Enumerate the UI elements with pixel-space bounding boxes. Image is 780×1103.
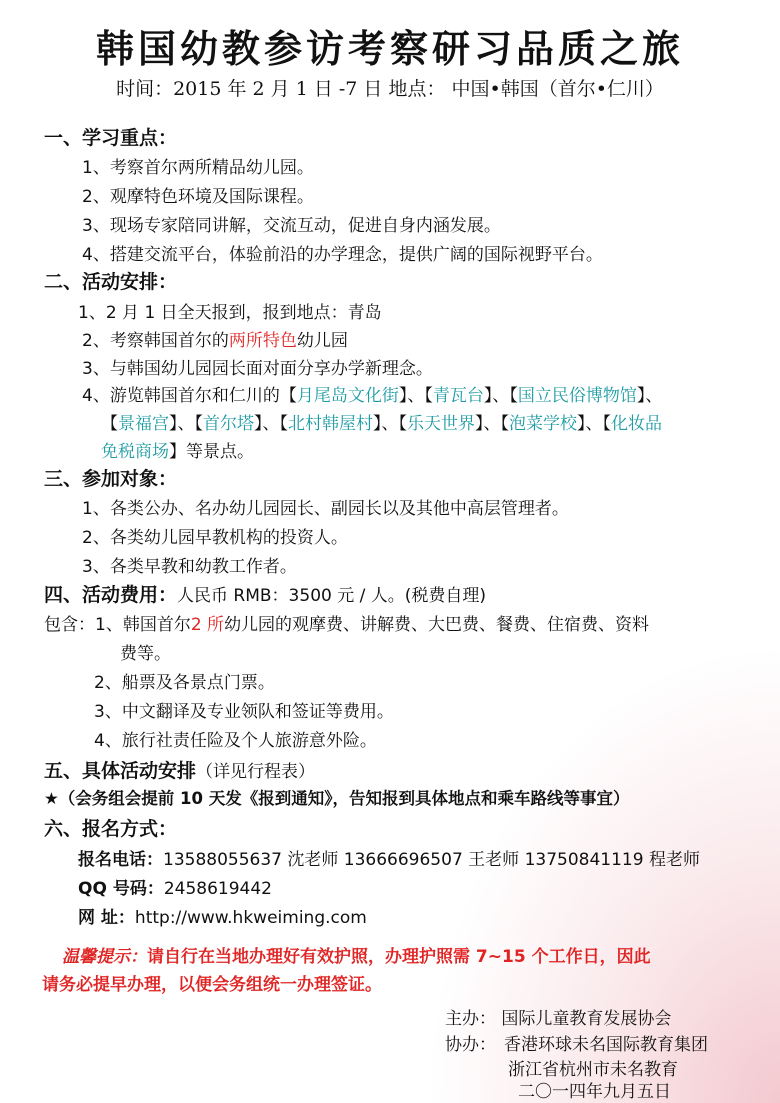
page-subtitle: 时间：2015 年 2 月 1 日 -7 日 地点： 中国•韩国（首尔•仁川）: [116, 78, 664, 100]
section2-item-4-line1: 4、游览韩国首尔和仁川的【月尾岛文化街】、【青瓦台】、【国立民俗博物馆】、: [82, 386, 663, 406]
section4-inc1-post: 幼儿园的观摩费、讲解费、大巴费、餐费、住宿费、资料: [224, 615, 650, 635]
section3-item-3: 3、各类早教和幼教工作者。: [82, 557, 297, 577]
section1-item-2: 2、观摩特色环境及国际课程。: [82, 187, 314, 207]
section2-item-1: 1、2 月 1 日全天报到，报到地点：青岛: [78, 303, 382, 323]
place-yuewei: 月尾岛文化街: [296, 386, 399, 406]
section1-item-4: 4、搭建交流平台，体验前沿的办学理念，提供广阔的国际视野平台。: [82, 245, 603, 265]
section2-item-4-line3: 免税商场】等景点。: [101, 442, 254, 462]
section5-heading-line: [44, 756, 315, 783]
section4-inc1-cont: 费等。: [120, 644, 171, 664]
section4-price: 人民币 RMB：3500 元 / 人。(税费自理): [177, 586, 487, 606]
section5-star-line: ★（会务组会提前 10 天发《报到通知》，告知报到具体地点和乘车路线等事宜）: [44, 789, 630, 808]
section4-inc3: 3、中文翻译及专业领队和签证等费用。: [94, 702, 394, 722]
place-qingwatai: 青瓦台: [432, 386, 484, 406]
qq-line: [78, 874, 272, 899]
qq-value: 2458619442: [163, 879, 272, 899]
section1-item-1: 1、考察首尔两所精品幼儿园。: [82, 158, 314, 178]
footer-co2: 浙江省杭州市未名教育: [508, 1060, 678, 1080]
section5-heading: 五、具体活动安排: [44, 760, 197, 782]
section2-item-4-line2: 【景福宫】、【首尔塔】、【北村韩屋村】、【乐天世界】、【泡菜学校】、【化妆品: [101, 414, 662, 434]
footer-co-line: [445, 1030, 708, 1055]
section5-note: （详见行程表）: [196, 762, 316, 782]
section1-heading: 一、学习重点：: [44, 127, 178, 149]
section2-item-4-end: 等景点。: [186, 442, 254, 462]
section4-include-label: 包含：: [44, 615, 95, 635]
place-gyeongbokgung: 景福宫: [118, 414, 169, 434]
section3-item-2: 2、各类幼儿园早教机构的投资人。: [82, 528, 348, 548]
section4-inc1-highlight: 2 所: [190, 615, 225, 635]
warning-text-1: 请自行在当地办理好有效护照，办理护照需 7~15 个工作日，因此: [147, 947, 651, 967]
warning-line1: [62, 942, 651, 967]
phone-line: [78, 845, 700, 870]
section3-heading: 三、参加对象：: [44, 468, 178, 490]
section2-item-2-pre: 2、考察韩国首尔的: [82, 331, 229, 351]
place-cosmetics: 化妆品: [611, 414, 662, 434]
section1-item-3: 3、现场专家陪同讲解，交流互动，促进自身内涵发展。: [82, 216, 501, 236]
section2-heading: 二、活动安排：: [44, 271, 178, 293]
section2-item-2-post: 幼儿园: [296, 331, 348, 351]
section2-item-3: 3、与韩国幼儿园园长面对面分享办学新理念。: [82, 359, 433, 379]
section4-include-line1: [44, 610, 649, 635]
footer-host: 主办： 国际儿童教育发展协会: [445, 1009, 672, 1029]
web-line: [78, 903, 367, 928]
section3-item-1: 1、各类公办、名办幼儿园园长、副园长以及其他中高层管理者。: [82, 499, 569, 519]
place-lotte-world: 乐天世界: [407, 414, 475, 434]
section4-heading: 四、活动费用：: [44, 584, 178, 606]
section4-heading-line: [44, 580, 486, 607]
place-duty-free: 免税商场: [101, 442, 169, 462]
footer-co-label: 协办：: [445, 1035, 496, 1055]
section4-inc2: 2、船票及各景点门票。: [94, 673, 275, 693]
phone-value: 13588055637 沈老师 13666696507 王老师 13750841119 程老师: [163, 850, 700, 870]
footer-co1: 香港环球未名国际教育集团: [504, 1035, 708, 1055]
web-link[interactable]: http://www.hkweiming.com: [134, 908, 367, 928]
qq-label: QQ 号码：: [78, 879, 164, 899]
place-bukchon: 北村韩屋村: [288, 414, 373, 434]
section2-item-2-highlight: 两所特色: [228, 331, 297, 351]
place-folk-museum: 国立民俗博物馆: [517, 386, 637, 406]
section6-heading: 六、报名方式：: [44, 818, 178, 840]
warning-line2: 请务必提早办理，以便会务组统一办理签证。: [42, 975, 382, 995]
place-kimchi-school: 泡菜学校: [509, 414, 577, 434]
section4-inc1-pre: 1、韩国首尔: [95, 615, 191, 635]
place-seoul-tower: 首尔塔: [203, 414, 254, 434]
web-label: 网 址：: [78, 908, 135, 928]
section2-item-2: [82, 326, 348, 351]
page-title: 韩国幼教参访考察研习品质之旅: [95, 26, 684, 71]
section4-inc4: 4、旅行社责任险及个人旅游意外险。: [94, 731, 377, 751]
warning-label: 温馨提示：: [62, 947, 147, 967]
footer-date: 二〇一四年九月五日: [518, 1082, 671, 1102]
section2-item-4-pre: 4、游览韩国首尔和仁川的: [82, 386, 280, 406]
phone-label: 报名电话：: [78, 850, 163, 870]
